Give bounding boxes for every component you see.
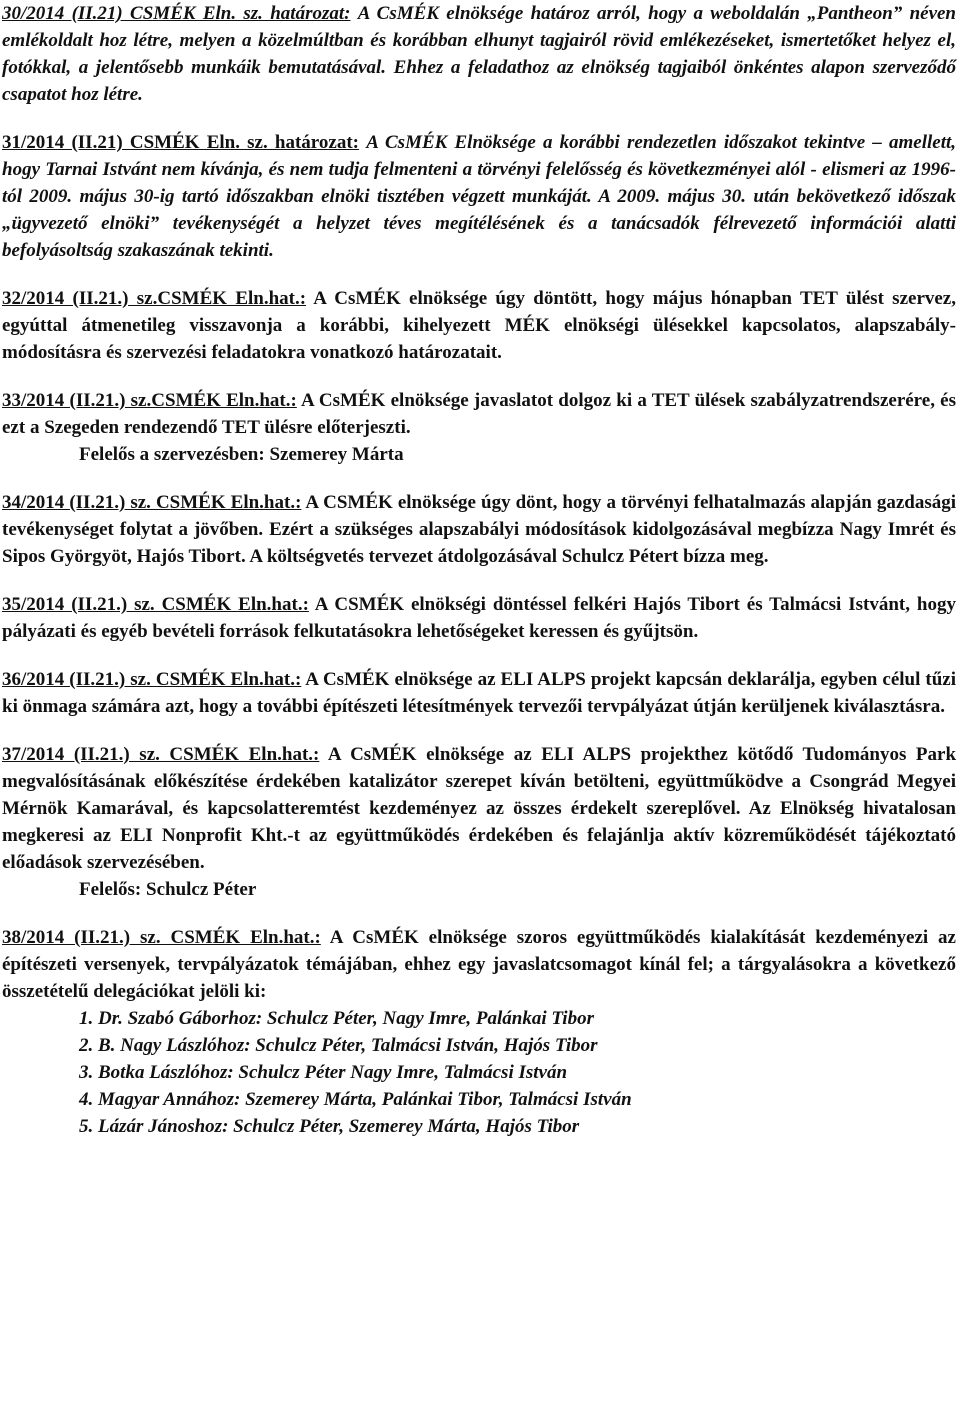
resolution-ref: 36/2014 (II.21.) sz. CSMÉK Eln.hat.: <box>2 669 302 690</box>
responsible-person: Felelős: Schulcz Péter <box>79 879 257 900</box>
resolution-ref: 31/2014 (II.21) CSMÉK Eln. sz. határozat: <box>2 132 359 153</box>
resolution-text: A CSMÉK elnöksége úgy dönt, hogy a törvényi felhatalmazás alapján gazdasági tevékenységet folytat a jövőben. Ezért a szükséges alapszabályi módosítások kidolgozásával megbízza Nagy Imrét és Sipos Györgyöt, Hajós Tibort. A költségvetés tervezet átdolgozásával Schulcz Pétert bízza meg. <box>2 492 956 567</box>
resolution-34 <box>2 489 956 570</box>
resolution-ref: 34/2014 (II.21.) sz. CSMÉK Eln.hat.: <box>2 492 302 513</box>
resolution-31 <box>2 129 956 264</box>
resolution-ref: 35/2014 (II.21.) sz. CSMÉK Eln.hat.: <box>2 594 309 615</box>
list-item: 4. Magyar Annához: Szemerey Márta, Palánkai Tibor, Talmácsi István <box>79 1089 632 1110</box>
resolution-37 <box>2 741 956 903</box>
resolution-text: A CsMÉK Elnöksége a korábbi rendezetlen időszakot tekintve – amellett, hogy Tarnai Istvánt nem kívánja, és nem tudja felmenteni a törvényi felelősség és következményei alól - elismeri az 1996-tól 2009. május 30-ig tartó időszakban elnöki tisztében végzett munkáját. A 2009. május 30. után bekövetkező időszak „ügyvezető elnöki” tevékenységét a helyzet téves megítélésének és a tanácsadók félrevezető információi alatti befolyásoltság szakaszának tekinti. <box>2 132 957 261</box>
resolution-ref: 30/2014 (II.21) CSMÉK Eln. sz. határozat: <box>2 3 351 24</box>
resolution-ref: 32/2014 (II.21.) sz.CSMÉK Eln.hat.: <box>2 288 307 309</box>
list-item: 5. Lázár Jánoshoz: Schulcz Péter, Szemerey Márta, Hajós Tibor <box>79 1116 580 1137</box>
responsible-person: Felelős a szervezésben: Szemerey Márta <box>79 444 404 465</box>
delegation-list <box>2 1005 956 1140</box>
resolution-30 <box>2 0 956 108</box>
resolution-text: A CsMÉK elnöksége az ELI ALPS projekt kapcsán deklarálja, egyben célul tűzi ki önmaga számára azt, hogy a további építészeti létesítmények tervezői tervpályázat útján kerüljenek kiválasztásra. <box>2 669 956 717</box>
resolution-text: A CsMÉK elnöksége javaslatot dolgoz ki a TET ülések szabályzatrendszerére, és ezt a Szegeden rendezendő TET ülésre előterjeszti. <box>2 390 956 438</box>
resolution-text: A CsMÉK elnöksége szoros együttműködés kialakítását kezdeményezi az építészeti versenyek, tervpályázatok témájában, ehhez egy javaslatcsomagot kínál fel; a tárgyalásokra a következő összetételű delegációkat jelöli ki: <box>2 927 956 1002</box>
resolution-38 <box>2 924 956 1140</box>
resolution-ref: 37/2014 (II.21.) sz. CSMÉK Eln.hat.: <box>2 744 320 765</box>
resolution-text: A CSMÉK elnökségi döntéssel felkéri Hajós Tibort és Talmácsi Istvánt, hogy pályázati és egyéb bevételi források felkutatásokra lehetőségeket keressen és gyűjtsön. <box>2 594 956 642</box>
resolution-35 <box>2 591 956 645</box>
resolution-36 <box>2 666 956 720</box>
list-item: 1. Dr. Szabó Gáborhoz: Schulcz Péter, Nagy Imre, Palánkai Tibor <box>79 1008 594 1029</box>
resolution-text: A CsMÉK elnöksége határoz arról, hogy a weboldalán „Pantheon” néven emlékoldalt hoz létre, melyen a közelmúltban és korábban elhunyt tagjairól rövid emlékezéseket, ismertetőket helyez el, fotókkal, a jelentősebb munkáik bemutatásával. Ehhez a feladathoz az elnökség tagjaiból önkéntes alapon szerveződő csapatot hoz létre. <box>2 3 957 105</box>
list-item: 3. Botka Lászlóhoz: Schulcz Péter Nagy Imre, Talmácsi István <box>79 1062 568 1083</box>
resolution-text: A CsMÉK elnöksége úgy döntött, hogy május hónapban TET ülést szervez, egyúttal átmenetileg visszavonja a korábbi, kihelyezett MÉK elnökségi ülésekkel kapcsolatos, alapszabály-módosításra és szervezési feladatokra vonatkozó határozatait. <box>2 288 956 363</box>
resolution-32 <box>2 285 956 366</box>
resolution-33 <box>2 387 956 468</box>
resolution-ref: 33/2014 (II.21.) sz.CSMÉK Eln.hat.: <box>2 390 297 411</box>
list-item: 2. B. Nagy Lászlóhoz: Schulcz Péter, Talmácsi István, Hajós Tibor <box>79 1035 598 1056</box>
resolution-ref: 38/2014 (II.21.) sz. CSMÉK Eln.hat.: <box>2 927 321 948</box>
resolution-text: A CsMÉK elnöksége az ELI ALPS projekthez kötődő Tudományos Park megvalósításának előkészítése érdekében katalizátor szerepet kíván betölteni, együttműködve a Csongrád Megyei Mérnök Kamarával, és kapcsolatteremtést kezdeményez az összes érdekelt szereplővel. Az Elnökség hivatalosan megkeresi az ELI Nonprofit Kht.-t az együttműködés érdekében és felajánlja aktív közreműködését tájékoztató előadások szervezésében. <box>2 744 957 873</box>
